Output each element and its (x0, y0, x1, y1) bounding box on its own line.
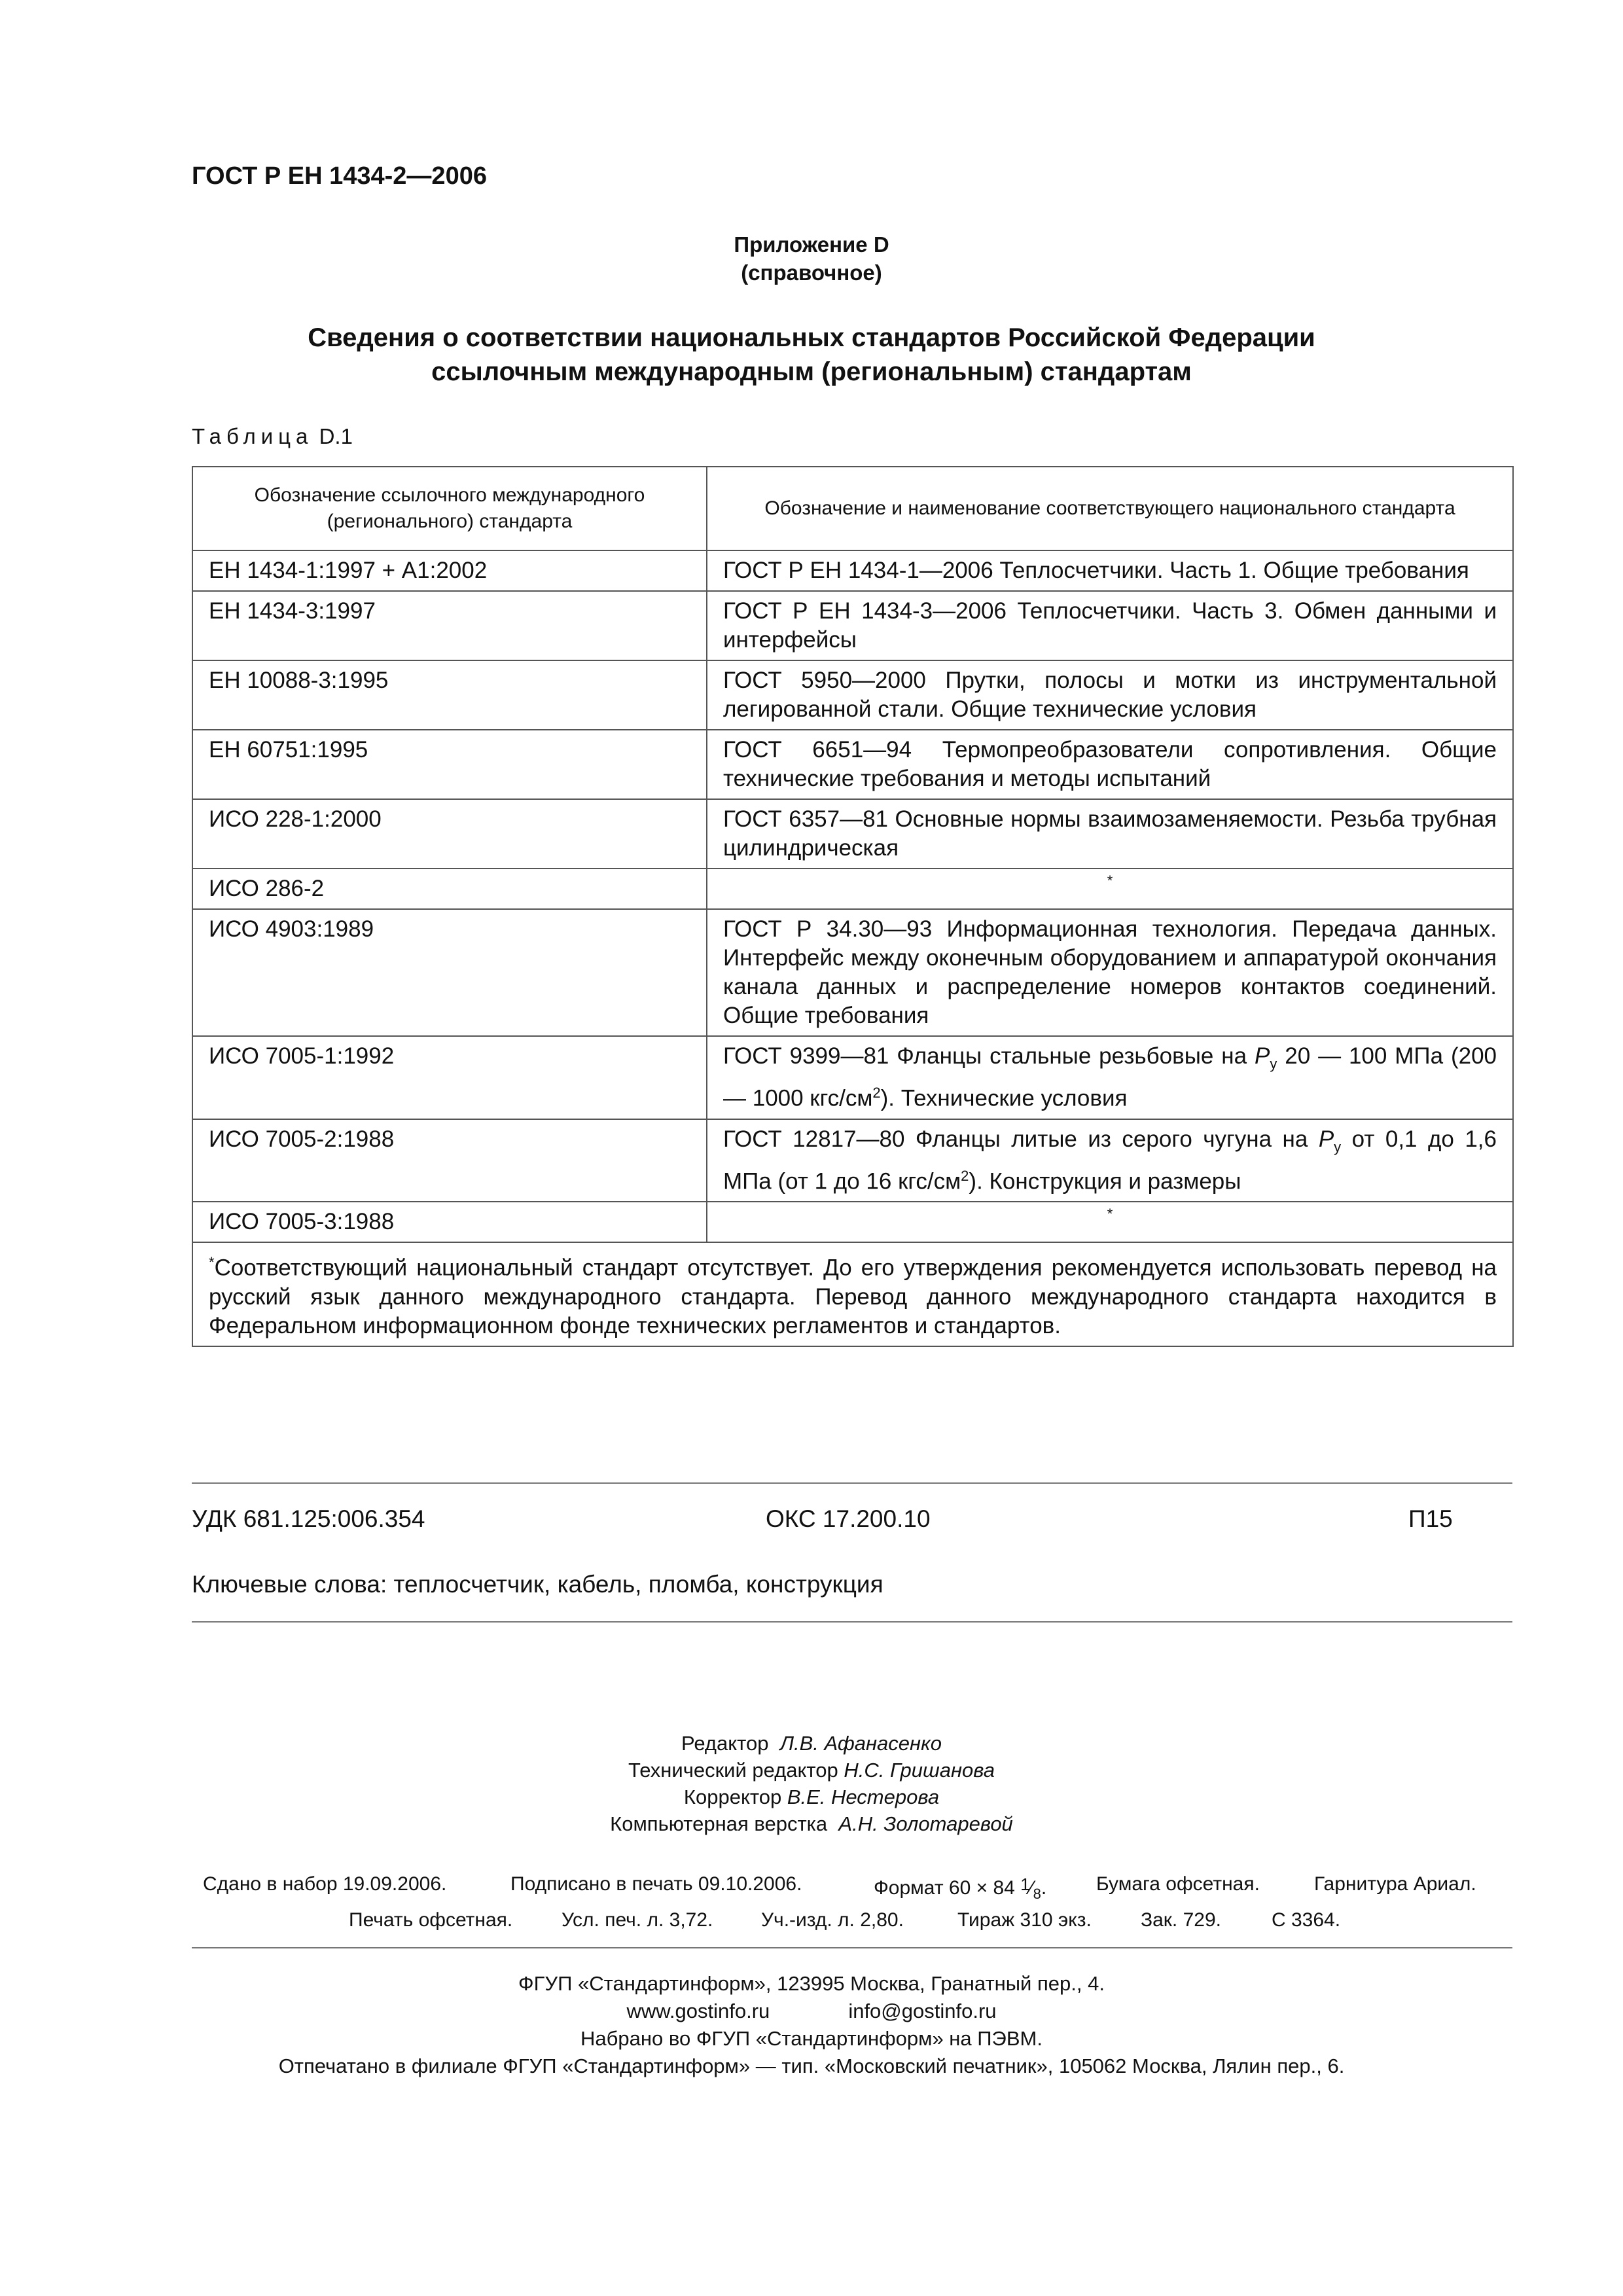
table-row (192, 1119, 1513, 1202)
table-row (192, 799, 1513, 869)
intl-standard-cell: ИСО 4903:1989 (192, 909, 707, 1036)
national-standard-cell: ГОСТ 6357—81 Основные нормы взаимозаменяемости. Резьба трубная цилиндрическая (707, 799, 1513, 869)
credits-block (0, 1730, 1623, 1837)
national-standard-cell: ГОСТ 6651—94 Термопреобразователи сопротивления. Общие технические требования и методы испытаний (707, 730, 1513, 799)
udk-code: УДК 681.125:006.354 (192, 1505, 425, 1532)
national-standard-cell: ГОСТ 12817—80 Фланцы литые из серого чугуна на $P_y$ от 0,1 до 1,6 МПа (от 1 до 16 кгс/$см^2$). Конструкция и размеры (707, 1119, 1513, 1202)
table-row (192, 869, 1513, 909)
column-header-national: Обозначение и наименование соответствующего национального стандарта (707, 467, 1513, 550)
credit-line: Компьютерная верстка А.Н. Золотаревой (610, 1812, 1013, 1835)
intl-standard-cell: ЕН 60751:1995 (192, 730, 707, 799)
national-standard-cell: ГОСТ Р 34.30—93 Информационная технология. Передача данных. Интерфейс между оконечным оборудованием и аппаратурой окончания канала данных и распределение номеров контактов соединений. Общие требования (707, 909, 1513, 1036)
national-standard-cell: ГОСТ 5950—2000 Прутки, полосы и мотки из инструментальной легированной стали. Общие технические условия (707, 660, 1513, 730)
column-header-international: Обозначение ссылочного международного (регионального) стандарта (192, 467, 707, 550)
intl-standard-cell: ИСО 228-1:2000 (192, 799, 707, 869)
table-footnote (192, 1242, 1513, 1346)
intl-standard-cell: ЕН 10088-3:1995 (192, 660, 707, 730)
table-row (192, 1036, 1513, 1119)
divider (192, 1482, 1512, 1484)
intl-standard-cell: ИСО 7005-3:1988 (192, 1202, 707, 1242)
footnote-text: Соответствующий национальный стандарт отсутствует. До его утверждения рекомендуется использовать перевод на русский язык данного международного стандарта. Перевод данного международного стандарта находится в Федеральном информационном фонде технических регламентов и стандартов. (209, 1255, 1497, 1338)
table-row (192, 550, 1513, 591)
email-link[interactable]: info@gostinfo.ru (848, 2000, 997, 2022)
table-row (192, 591, 1513, 660)
intl-standard-cell: ЕН 1434-1:1997 + А1:2002 (192, 550, 707, 591)
credit-line: Технический редактор Н.С. Гришанова (628, 1759, 995, 1782)
website-link[interactable]: www.gostinfo.ru (626, 2000, 770, 2022)
publisher-contacts (0, 1998, 1623, 2025)
oks-code: ОКС 17.200.10 (766, 1505, 931, 1532)
section-heading-line2: ссылочным международным (региональным) стандартам (431, 357, 1192, 386)
national-standard-cell: ГОСТ 9399—81 Фланцы стальные резьбовые на $P_y$ 20 — 100 МПа (200 — 1000 кгс/$см^2$). Технические условия (707, 1036, 1513, 1119)
appendix-subtitle: (справочное) (741, 260, 882, 285)
section-heading-line1: Сведения о соответствии национальных стандартов Российской Федерации (308, 323, 1315, 352)
national-standard-cell: ГОСТ Р ЕН 1434-1—2006 Теплосчетчики. Часть 1. Общие требования (707, 550, 1513, 591)
footnote-mark: * (209, 1254, 215, 1271)
table-row (192, 660, 1513, 730)
table-row (192, 1202, 1513, 1242)
document-code: ГОСТ Р ЕН 1434-2—2006 (192, 162, 487, 190)
table-row (192, 909, 1513, 1036)
intl-standard-cell: ЕН 1434-3:1997 (192, 591, 707, 660)
typeset-info: Набрано во ФГУП «Стандартинформ» на ПЭВМ. (580, 2027, 1043, 2050)
credit-line: Редактор Л.В. Афанасенко (681, 1732, 942, 1755)
divider (192, 1621, 1512, 1623)
format-value: Формат 60 × 84 $^1⁄_8$. (874, 1874, 1047, 1902)
standards-table (192, 466, 1514, 1347)
printed-info: Отпечатано в филиале ФГУП «Стандартинформ» — тип. «Московский печатник», 105062 Москва, Лялин пер., 6. (278, 2054, 1345, 2077)
keywords: Ключевые слова: теплосчетчик, кабель, пломба, конструкция (192, 1571, 883, 1598)
table-label-number: D.1 (319, 424, 353, 448)
publisher-address: ФГУП «Стандартинформ», 123995 Москва, Гранатный пер., 4. (518, 1972, 1105, 1995)
intl-standard-cell: ИСО 286-2 (192, 869, 707, 909)
footnote-marker-cell: * (707, 1202, 1513, 1242)
national-standard-cell: ГОСТ Р ЕН 1434-3—2006 Теплосчетчики. Часть 3. Обмен данными и интерфейсы (707, 591, 1513, 660)
intl-standard-cell: ИСО 7005-1:1992 (192, 1036, 707, 1119)
table-footnote-row (192, 1242, 1513, 1346)
intl-standard-cell: ИСО 7005-2:1988 (192, 1119, 707, 1202)
classification-code: П15 (1408, 1505, 1453, 1532)
footnote-marker-cell: * (707, 869, 1513, 909)
table-label (192, 424, 353, 449)
appendix-title: Приложение D (734, 232, 889, 257)
table-label-word: Таблица (192, 424, 313, 448)
credit-line: Корректор В.Е. Нестерова (683, 1785, 940, 1808)
section-heading (0, 321, 1623, 389)
divider (192, 1947, 1512, 1948)
table-row (192, 730, 1513, 799)
publisher-block (0, 1970, 1623, 2080)
